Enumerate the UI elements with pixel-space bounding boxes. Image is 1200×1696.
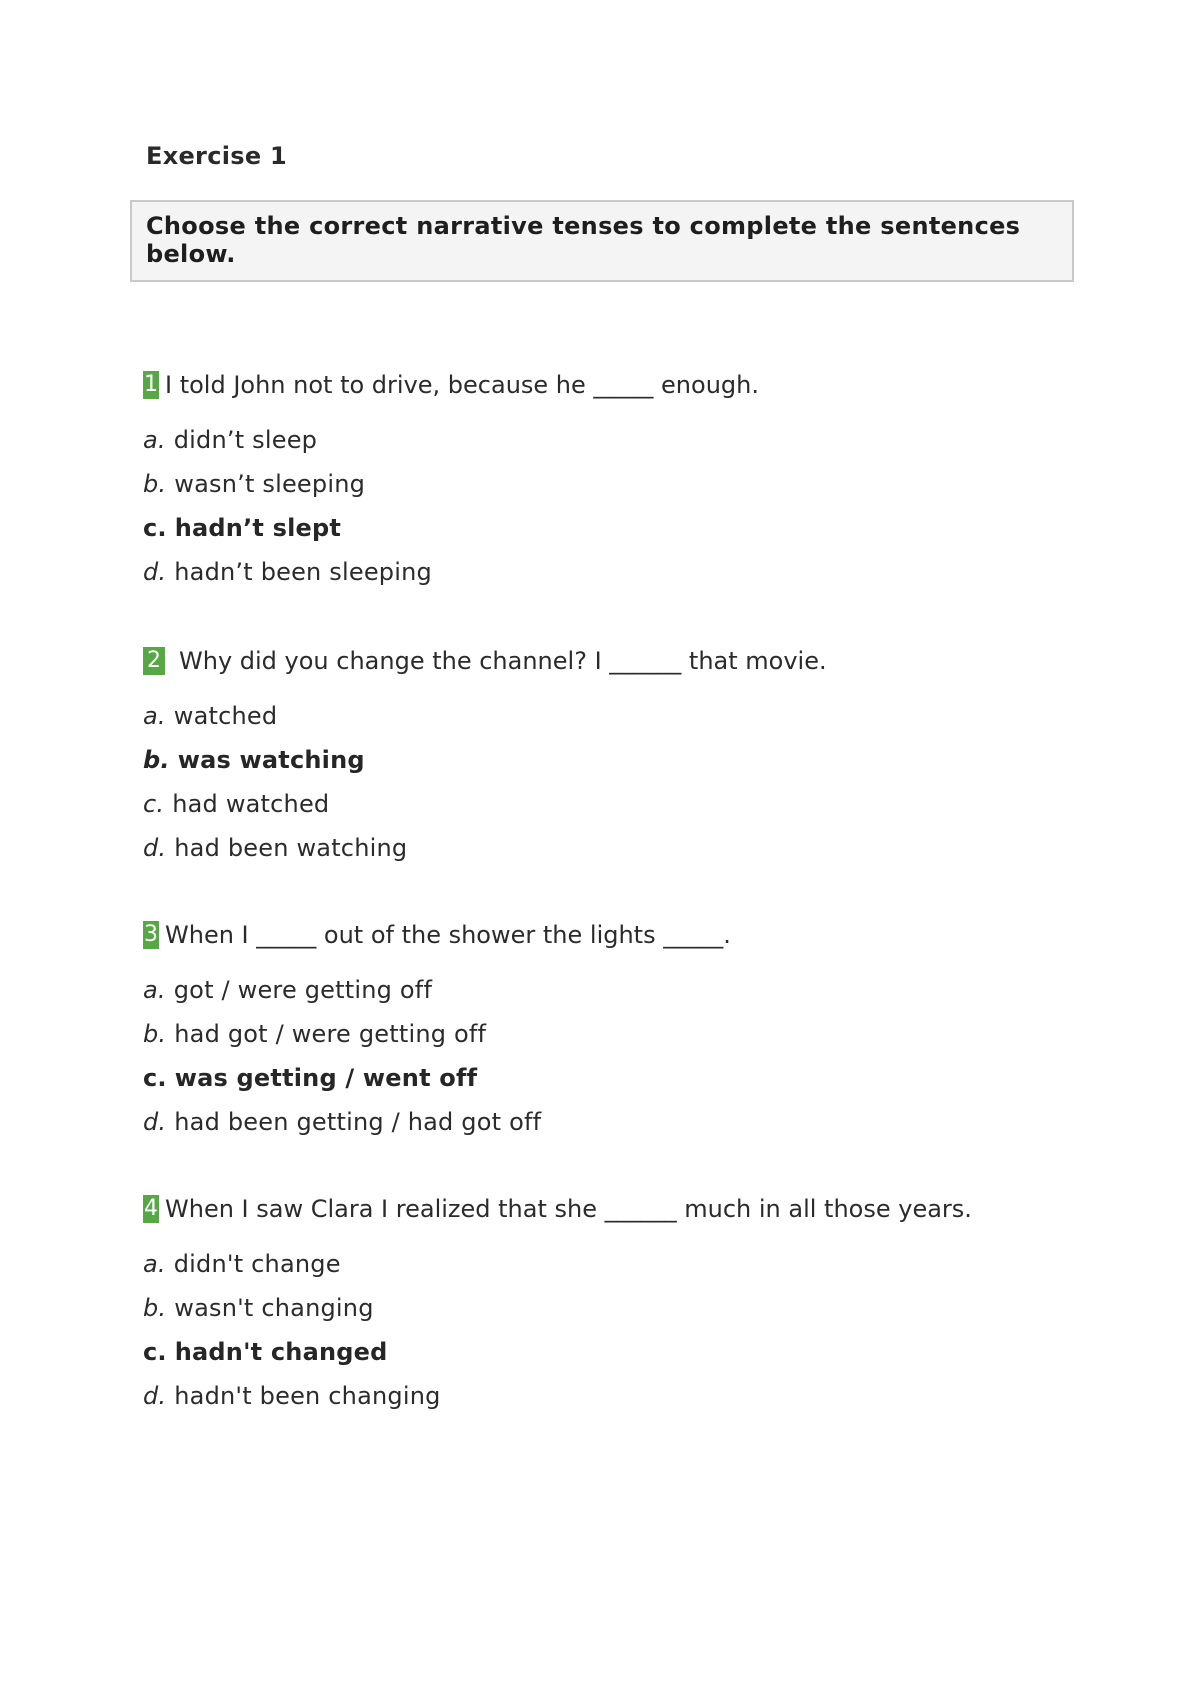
option-text: was getting / went off [174, 1064, 478, 1092]
exercise-title: Exercise 1 [146, 142, 288, 170]
question-number-badge: 2 [143, 647, 165, 675]
question-number-badge: 1 [144, 372, 158, 397]
option-letter: b. [143, 1294, 167, 1322]
question-number-badge: 3 [144, 922, 158, 947]
option-c[interactable] [143, 782, 827, 826]
option-a[interactable] [143, 418, 759, 462]
option-b[interactable] [143, 1012, 731, 1056]
option-text: hadn’t slept [174, 514, 342, 542]
option-text: hadn't been changing [174, 1382, 441, 1410]
question-line [143, 368, 759, 402]
option-b[interactable] [143, 462, 759, 506]
instruction-box [130, 200, 1074, 282]
option-letter: b. [143, 1020, 167, 1048]
question-line [143, 918, 731, 952]
option-text: had been watching [174, 834, 408, 862]
option-letter: c. [143, 790, 165, 818]
option-d[interactable] [143, 1100, 731, 1144]
option-text: had been getting / had got off [174, 1108, 542, 1136]
option-text: was watching [177, 746, 365, 774]
option-text: got / were getting off [173, 976, 433, 1004]
option-text: hadn't changed [174, 1338, 388, 1366]
option-b[interactable] [143, 1286, 972, 1330]
option-letter: b. [143, 746, 170, 774]
question-4 [143, 1192, 972, 1418]
option-a[interactable] [143, 694, 827, 738]
question-line [143, 1192, 972, 1226]
option-letter: a. [143, 702, 166, 730]
option-text: wasn’t sleeping [174, 470, 366, 498]
option-text: didn't change [173, 1250, 341, 1278]
option-letter: d. [143, 558, 167, 586]
option-text: hadn’t been sleeping [174, 558, 432, 586]
option-a[interactable] [143, 1242, 972, 1286]
options-list [143, 968, 731, 1144]
question-3 [143, 918, 731, 1144]
options-list [143, 418, 759, 594]
option-d[interactable] [143, 826, 827, 870]
option-text: didn’t sleep [173, 426, 318, 454]
options-list [143, 694, 827, 870]
option-text: had got / were getting off [174, 1020, 487, 1048]
option-text: had watched [172, 790, 330, 818]
question-number-badge: 4 [144, 1196, 158, 1221]
instruction-text: Choose the correct narrative tenses to complete the sentences below. [146, 212, 1021, 268]
option-d[interactable] [143, 550, 759, 594]
option-c-correct[interactable] [143, 1330, 972, 1374]
question-text: When I saw Clara I realized that she ______ much in all those years. [165, 1195, 972, 1223]
option-text: wasn't changing [174, 1294, 374, 1322]
option-letter: a. [143, 426, 166, 454]
option-letter: c. [143, 1338, 167, 1366]
option-c-correct[interactable] [143, 506, 759, 550]
option-letter: a. [143, 1250, 166, 1278]
option-b-correct[interactable] [143, 738, 827, 782]
option-letter: d. [143, 1382, 167, 1410]
question-2 [143, 644, 827, 870]
option-letter: d. [143, 1108, 167, 1136]
option-letter: c. [143, 514, 167, 542]
option-c-correct[interactable] [143, 1056, 731, 1100]
question-text: Why did you change the channel? I ______ that movie. [179, 647, 827, 675]
option-letter: a. [143, 976, 166, 1004]
option-text: watched [173, 702, 278, 730]
question-text: When I _____ out of the shower the lights _____. [165, 921, 731, 949]
option-letter: d. [143, 834, 167, 862]
option-letter: c. [143, 1064, 167, 1092]
question-1 [143, 368, 759, 594]
question-text: I told John not to drive, because he _____ enough. [165, 371, 759, 399]
option-d[interactable] [143, 1374, 972, 1418]
option-a[interactable] [143, 968, 731, 1012]
question-line [143, 644, 827, 678]
option-letter: b. [143, 470, 167, 498]
options-list [143, 1242, 972, 1418]
